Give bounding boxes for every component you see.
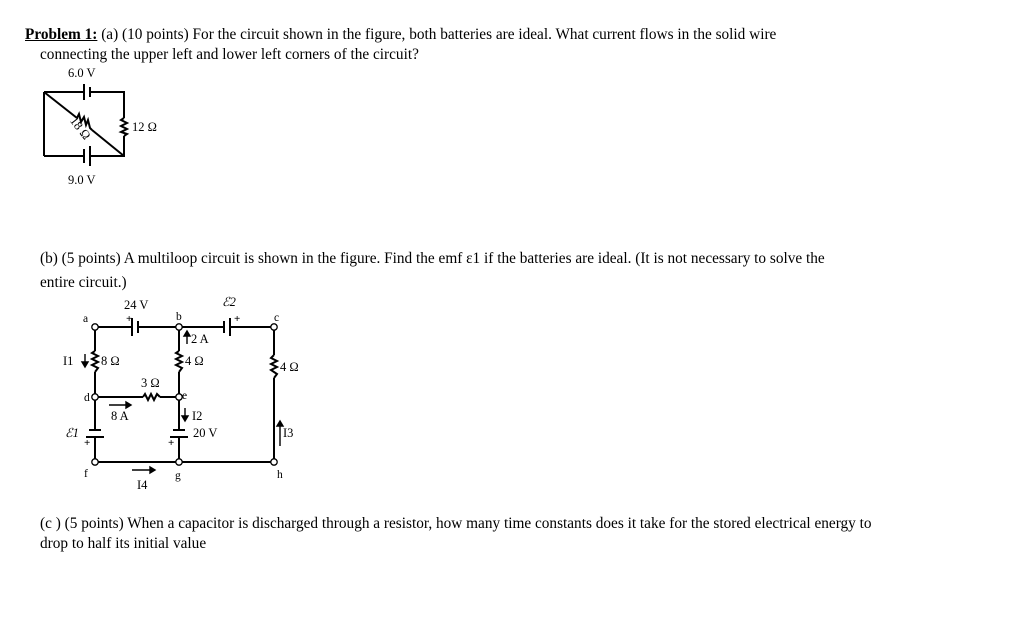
label-i1: I1: [63, 354, 74, 368]
arrow-i2-icon: [182, 408, 188, 421]
resistor-3-icon: [143, 394, 160, 400]
label-i2: I2: [192, 409, 203, 423]
node-b: b: [176, 311, 182, 323]
node-g: g: [175, 470, 181, 482]
part-c-text-2: drop to half its initial value: [40, 535, 207, 552]
label-e1: ℰ1: [65, 426, 79, 440]
label-4-ohm-right: 4 Ω: [280, 360, 299, 374]
label-20v: 20 V: [193, 426, 218, 440]
current-arrows: [82, 331, 283, 473]
part-b-text-2: entire circuit.): [40, 274, 127, 291]
label-8a: 8 A: [111, 409, 129, 423]
battery-e1-icon: [86, 430, 104, 437]
label-9v: 9.0 V: [68, 173, 96, 187]
battery-e2-icon: [224, 318, 230, 336]
part-a-text-2: connecting the upper left and lower left corners of the circuit?: [40, 46, 419, 63]
label-4-ohm-middle: 4 Ω: [185, 354, 204, 368]
plus-e1: +: [84, 437, 91, 449]
node-f: f: [84, 468, 88, 480]
label-i3: I3: [283, 426, 294, 440]
resistor-4-right-icon: [271, 355, 277, 378]
resistor-4-middle-icon: [176, 351, 182, 372]
arrow-2a-icon: [184, 331, 190, 344]
resistor-8-icon: [92, 351, 98, 372]
node-c: c: [274, 312, 280, 324]
node-d: d: [84, 392, 90, 404]
problem-heading: Problem 1:: [25, 26, 98, 43]
arrow-i4-icon: [132, 467, 155, 473]
label-18-ohm: 18 Ω: [67, 114, 94, 143]
battery-24v-icon: [132, 318, 138, 336]
label-i4: I4: [137, 478, 148, 492]
label-8-ohm: 8 Ω: [101, 354, 120, 368]
node-e: e: [182, 390, 188, 402]
arrow-8a-icon: [109, 402, 131, 408]
node-a: a: [83, 313, 89, 325]
node-h: h: [277, 469, 283, 481]
label-6v: 6.0 V: [68, 66, 96, 80]
plus-24v: +: [126, 313, 133, 325]
part-c-text: (c ) (5 points) When a capacitor is discharged through a resistor, how many time constants does it take for the stored electrical energy to: [40, 515, 872, 532]
plus-e2: +: [234, 313, 241, 325]
arrow-i1-icon: [82, 354, 88, 367]
battery-20v-icon: [170, 430, 188, 437]
plus-20v: +: [168, 437, 175, 449]
label-e2: ℰ2: [222, 295, 236, 309]
label-12-ohm: 12 Ω: [132, 120, 157, 134]
label-24v: 24 V: [124, 298, 149, 312]
label-3-ohm: 3 Ω: [141, 376, 160, 390]
part-b-text: (b) (5 points) A multiloop circuit is shown in the figure. Find the emf ε1 if the batteries are ideal. (It is not necessary to solve the: [40, 250, 825, 267]
label-2a: 2 A: [191, 332, 209, 346]
part-a-text: (a) (10 points) For the circuit shown in the figure, both batteries are ideal. What current flows in the solid wire: [97, 26, 777, 43]
